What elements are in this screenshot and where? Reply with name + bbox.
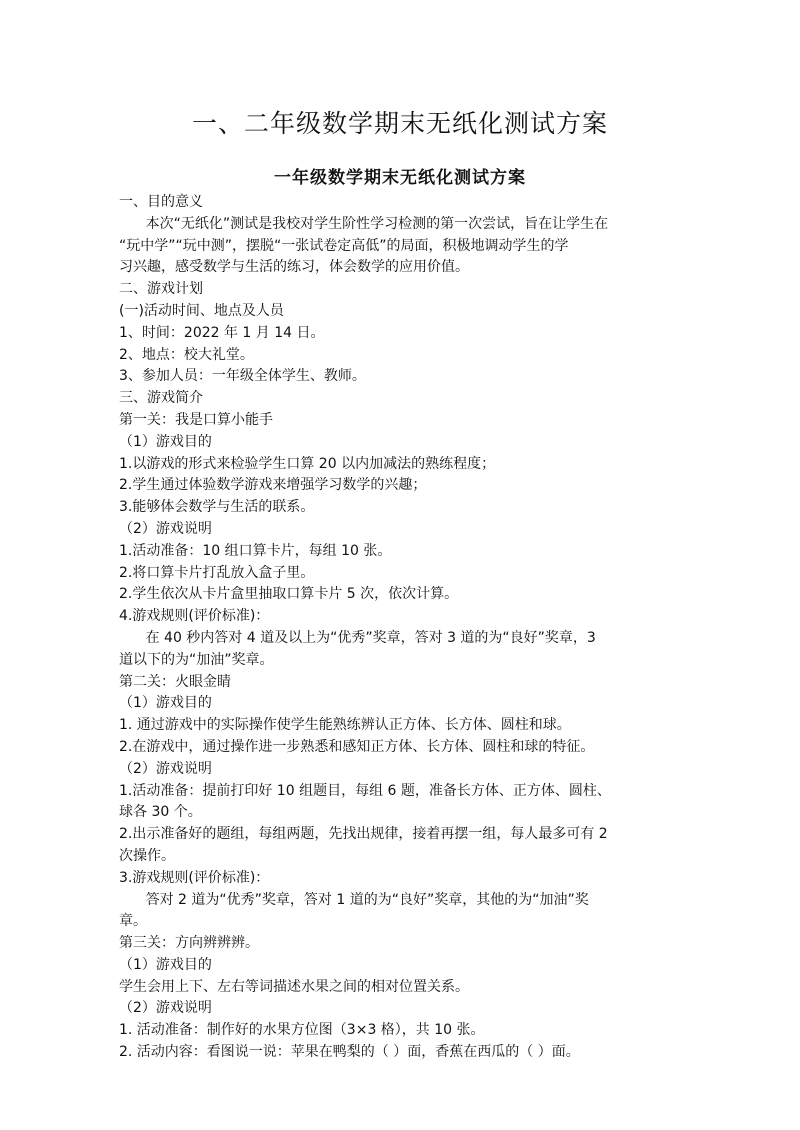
- list-item: 2.在游戏中，通过操作进一步熟悉和感知正方体、长方体、圆柱和球的特征。: [119, 738, 595, 755]
- paragraph-line: 球各 30 个。: [119, 804, 202, 821]
- list-item: 2. 活动内容：看图说一说：苹果在鸭梨的（ ）面，香蕉在西瓜的（ ）面。: [119, 1044, 580, 1061]
- list-item: 2.将口算卡片打乱放入盒子里。: [119, 564, 315, 581]
- list-item: 1. 通过游戏中的实际操作使学生能熟练辨认正方体、长方体、圆柱和球。: [119, 717, 571, 734]
- list-item: 2.出示准备好的题组，每组两题，先找出规律，接着再摆一组，每人最多可有 2: [119, 826, 608, 843]
- list-item: 3、参加人员：一年级全体学生、教师。: [119, 368, 366, 385]
- section-heading: 二、游戏计划: [119, 281, 203, 298]
- document-subtitle: 一年级数学期末无纸化测试方案: [274, 168, 526, 188]
- list-item: 1.活动准备：10 组口算卡片，每组 10 张。: [119, 542, 392, 559]
- subsection-heading: （1）游戏目的: [119, 956, 212, 973]
- level-heading: 第三关：方向辨辨辨。: [119, 935, 259, 952]
- paragraph-line: “玩中学”“玩中测”，摆脱“一张试卷定高低”的局面，积极地调动学生的学: [119, 237, 569, 254]
- list-item: 1、时间：2022 年 1 月 14 日。: [119, 324, 325, 341]
- list-item: 1. 活动准备：制作好的水果方位图（3×3 格），共 10 张。: [119, 1022, 485, 1039]
- paragraph-line: 习兴趣，感受数学与生活的练习，体会数学的应用价值。: [119, 259, 469, 276]
- paragraph-line: 答对 2 道为“优秀”奖章，答对 1 道的为“良好”奖章，其他的为“加油”奖: [145, 891, 589, 908]
- level-heading: 第一关：我是口算小能手: [119, 411, 273, 428]
- list-item: 1.活动准备：提前打印好 10 组题目，每组 6 题，准备长方体、正方体、圆柱、: [119, 782, 611, 799]
- subsection-heading: （1）游戏目的: [119, 695, 212, 712]
- list-item: 3.游戏规则(评价标准)：: [119, 869, 270, 886]
- document-body: [119, 192, 685, 1064]
- list-item: 4.游戏规则(评价标准)：: [119, 608, 270, 625]
- paragraph-line: 学生会用上下、左右等词描述水果之间的相对位置关系。: [119, 978, 469, 995]
- subsection-heading: （2）游戏说明: [119, 1000, 212, 1017]
- document-title: 一、二年级数学期末无纸化测试方案: [191, 109, 608, 138]
- paragraph-line: 章。: [119, 913, 147, 930]
- paragraph-line: 次操作。: [119, 847, 175, 864]
- subsection-heading: （2）游戏说明: [119, 760, 212, 777]
- subsection-heading: （2）游戏说明: [119, 520, 212, 537]
- list-item: 2、地点：校大礼堂。: [119, 346, 254, 363]
- list-item: 1.以游戏的形式来检验学生口算 20 以内加减法的熟练程度；: [119, 455, 496, 472]
- list-item: 3.能够体会数学与生活的联系。: [119, 499, 315, 516]
- paragraph-line: 本次“无纸化”测试是我校对学生阶性学习检测的第一次尝试，旨在让学生在: [145, 215, 609, 232]
- subsection-heading: （1）游戏目的: [119, 433, 212, 450]
- list-item: 2.学生通过体验数学游戏来增强学习数学的兴趣；: [119, 477, 427, 494]
- subsection-heading: (一)活动时间、地点及人员: [119, 302, 284, 319]
- section-heading: 一、目的意义: [119, 194, 203, 210]
- paragraph-line: 在 40 秒内答对 4 道及以上为“优秀”奖章，答对 3 道的为“良好”奖章，3: [145, 629, 596, 646]
- section-heading: 三、游戏简介: [119, 390, 203, 407]
- level-heading: 第二关：火眼金睛: [119, 673, 231, 690]
- list-item: 2.学生依次从卡片盒里抽取口算卡片 5 次，依次计算。: [119, 586, 459, 603]
- paragraph-line: 道以下的为“加油”奖章。: [119, 651, 274, 668]
